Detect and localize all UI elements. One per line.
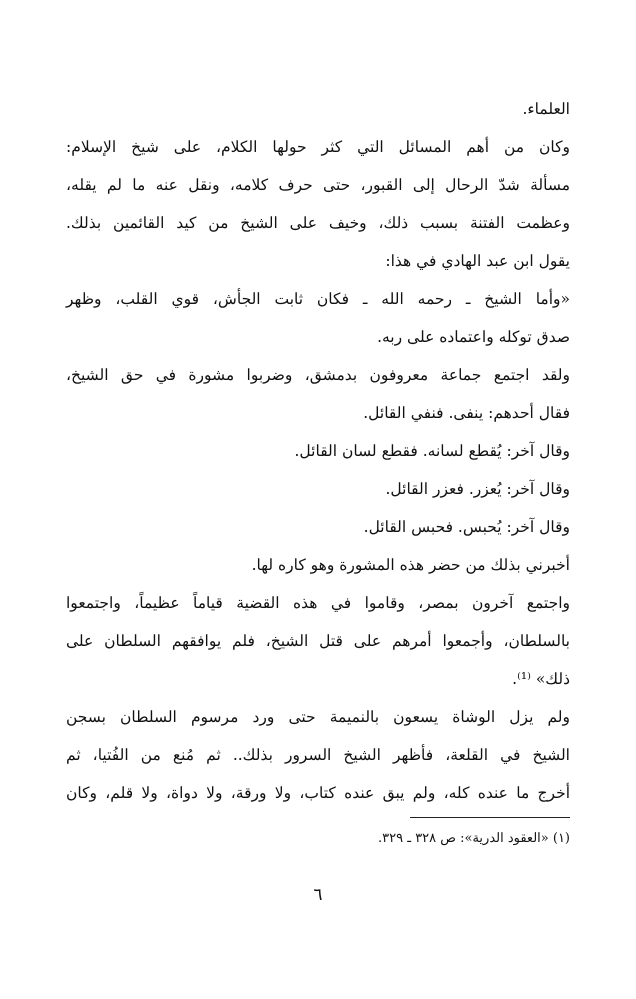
text-line-9: فقال أحدهم: ينفى. فنفي القائل.: [363, 404, 570, 422]
text-line-6: «وأما الشيخ ـ رحمه الله ـ فكان ثابت الجأش، قوي القلب، وظهر: [66, 290, 570, 308]
text-line-2: وكان من أهم المسائل التي كثر حولها الكلام، على شيخ الإسلام:: [66, 138, 570, 156]
text-line-15: بالسلطان، وأجمعوا أمرهم على قتل الشيخ، فلم يوافقهم السلطان على: [66, 632, 570, 650]
text-line-18: الشيخ في القلعة، فأظهر الشيخ السرور بذلك.. ثم مُنع من الفُتيا، ثم: [66, 746, 570, 764]
footnote: (١) «العقود الدرية»: ص ٣٢٨ ـ ٣٢٩.: [378, 831, 570, 846]
page-number: ٦: [313, 885, 323, 905]
text-line-19: أخرج ما عنده كله، ولم يبق عنده كتاب، ولا ورقة، ولا دواة، ولا قلم، وكان: [66, 784, 570, 802]
text-line-16: ذلك» ⁽¹⁾.: [512, 670, 570, 688]
text-line-5: يقول ابن عبد الهادي في هذا:: [385, 252, 570, 270]
text-line-11: وقال آخر: يُعزر. فعزر القائل.: [385, 480, 570, 498]
text-line-10: وقال آخر: يُقطع لسانه. فقطع لسان القائل.: [294, 442, 570, 460]
text-line-7: صدق توكله واعتماده على ربه.: [377, 328, 570, 346]
text-line-3: مسألة شدّ الرحال إلى القبور، حتى حرف كلامه، ونقل عنه ما لم يقله،: [66, 176, 570, 194]
text-line-12: وقال آخر: يُحبس. فحبس القائل.: [363, 518, 570, 536]
text-line-8: ولقد اجتمع جماعة معروفون بدمشق، وضربوا مشورة في حق الشيخ،: [66, 366, 570, 384]
text-line-14: واجتمع آخرون بمصر، وقاموا في هذه القضية قياماً عظيماً، واجتمعوا: [66, 594, 570, 612]
footnote-divider: [410, 817, 570, 818]
text-line-1: العلماء.: [522, 100, 570, 118]
text-line-17: ولم يزل الوشاة يسعون بالنميمة حتى ورد مرسوم السلطان بسجن: [66, 708, 570, 726]
text-line-4: وعظمت الفتنة بسبب ذلك، وخيف على الشيخ من كيد القائمين بذلك.: [66, 214, 570, 232]
text-line-13: أخبرني بذلك من حضر هذه المشورة وهو كاره لها.: [251, 556, 570, 574]
